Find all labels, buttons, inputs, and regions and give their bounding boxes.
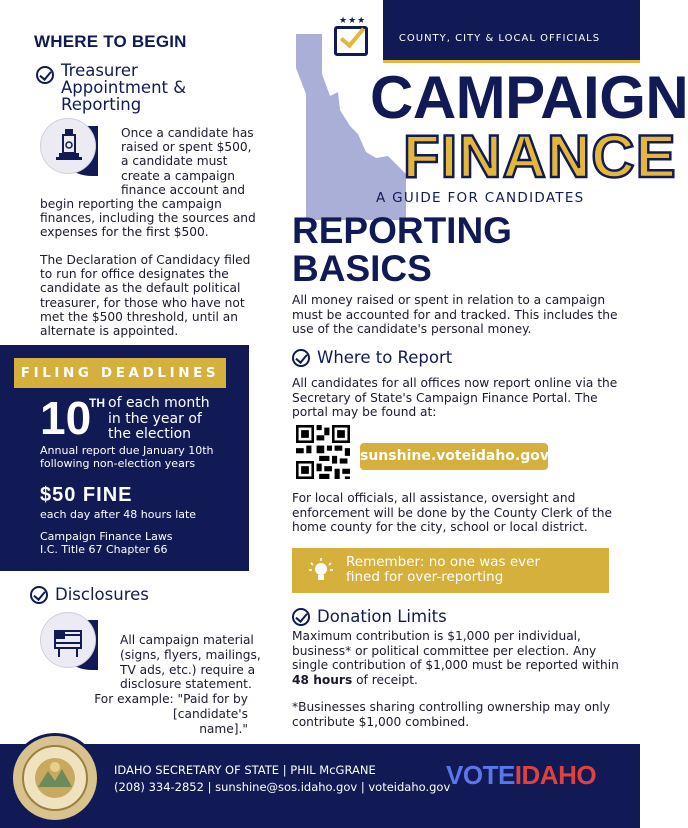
reminder-text: Remember: no one was ever fined for over-reporting bbox=[346, 554, 541, 585]
qr-code[interactable] bbox=[296, 425, 350, 479]
where-to-report-text: All candidates for all offices now report online via the Secretary of State's Campaign Finance Portal. The portal may be found at: bbox=[292, 376, 618, 419]
disclosures-heading: Disclosures bbox=[30, 586, 149, 604]
audience-banner-text: COUNTY, CITY & LOCAL OFFICIALS bbox=[398, 33, 601, 44]
check-circle-icon bbox=[30, 586, 48, 604]
header-banner-rule bbox=[383, 60, 640, 63]
treasurer-paragraph-2: The Declaration of Candidacy filed to run for office designates the candidate as the default political treasurer, for those who have not met the $500 threshold, until an alternate is appointed. bbox=[40, 253, 251, 339]
check-circle-icon bbox=[292, 349, 310, 367]
header-banner bbox=[383, 0, 640, 60]
reporting-basics-heading: REPORTING BASICS bbox=[292, 210, 512, 289]
check-circle-icon bbox=[292, 608, 310, 626]
donation-deadline-bold: 48 hours bbox=[292, 672, 353, 687]
subtitle: A GUIDE FOR CANDIDATES bbox=[376, 190, 585, 206]
donation-limits-heading: Donation Limits bbox=[292, 608, 447, 626]
reporting-intro: All money raised or spent in relation to a campaign must be accounted for and tracked. This includes the use of the candidate's personal money. bbox=[292, 293, 618, 336]
where-to-begin-title: WHERE TO BEGIN bbox=[34, 32, 187, 51]
treasurer-heading: Treasurer Appointment & Reporting bbox=[36, 62, 186, 113]
state-seal-center bbox=[22, 745, 88, 811]
check-circle-icon bbox=[36, 66, 54, 84]
deadline-day: 10 bbox=[40, 392, 92, 444]
filing-deadlines-label: FILING DEADLINES bbox=[14, 358, 226, 388]
vote-idaho-logo: VOTEIDAHO bbox=[446, 760, 597, 790]
title-campaign: CAMPAIGN bbox=[370, 64, 688, 131]
flag-sign-icon bbox=[40, 612, 96, 668]
treasurer-paragraph-1-cont: begin reporting the campaign finances, including the sources and expenses for the first $500. bbox=[40, 197, 256, 240]
portal-url-link[interactable]: sunshine.voteidaho.gov bbox=[360, 443, 548, 470]
lightbulb-icon bbox=[309, 558, 333, 586]
where-to-report-heading: Where to Report bbox=[292, 349, 452, 367]
local-officials-text: For local officials, all assistance, oversight and enforcement will be done by the County Clerk of the home county for the city, school or local district. bbox=[292, 491, 612, 534]
stars-icon: ★★★ bbox=[339, 16, 367, 26]
deadline-period: of each month in the year of the election bbox=[108, 395, 210, 442]
treasurer-paragraph-1: Once a candidate has raised or spent $500, a candidate must create a campaign finance account and bbox=[121, 126, 254, 197]
footer-contact: (208) 334-2852 | sunshine@sos.idaho.gov | voteidaho.gov bbox=[114, 780, 451, 794]
donation-limits-text: Maximum contribution is $1,000 per individual, business* or political committee per election. Any single contribution of $1,000 must be reported within 48 hours of receipt. bbox=[292, 629, 619, 687]
capitol-icon bbox=[40, 118, 96, 174]
fine-amount: $50 FINE bbox=[40, 484, 133, 506]
title-finance: FINANCE bbox=[403, 123, 677, 190]
fine-description: each day after 48 hours late bbox=[40, 508, 197, 521]
deadline-superscript: TH bbox=[89, 396, 105, 410]
disclosures-example: For example: "Paid for by [candidate's name]." bbox=[94, 692, 248, 736]
checkbox-icon bbox=[334, 26, 368, 56]
laws-reference: Campaign Finance Laws I.C. Title 67 Chapter 66 bbox=[40, 530, 173, 556]
disclosures-text: All campaign material (signs, flyers, mailings, TV ads, etc.) require a disclosure statement. bbox=[120, 633, 261, 692]
footer-office: IDAHO SECRETARY OF STATE | PHIL McGRANE bbox=[114, 763, 376, 777]
business-note: *Businesses sharing controlling ownership may only contribute $1,000 combined. bbox=[292, 700, 611, 729]
annual-report-note: Annual report due January 10th following non-election years bbox=[40, 444, 214, 470]
